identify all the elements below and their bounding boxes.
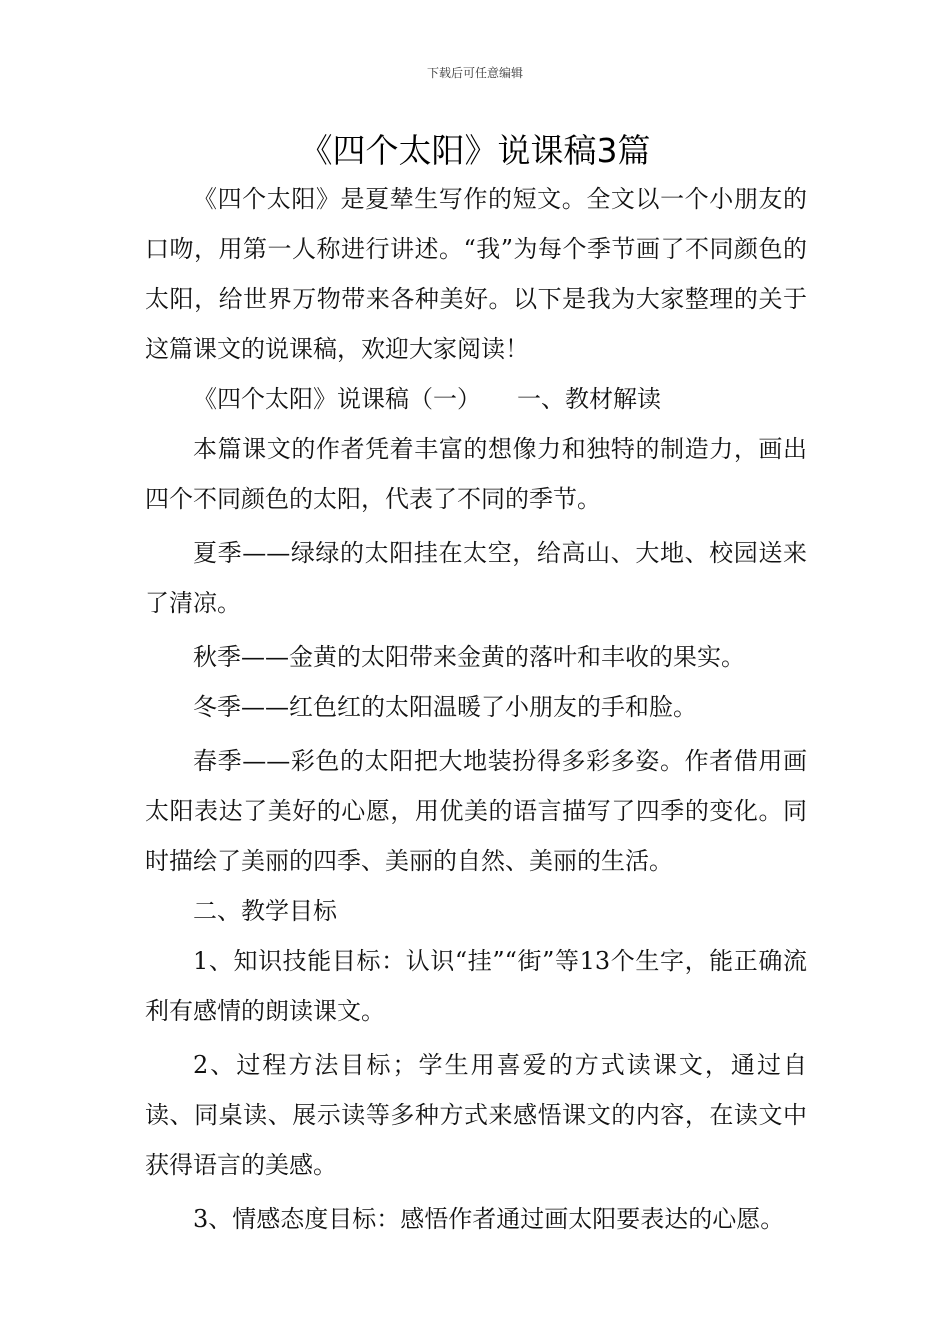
paragraph-intro: 《四个太阳》是夏辇生写作的短文。全文以一个小朋友的口吻，用第一人称进行讲述。“我”为每个季节画了不同颜色的太阳，给世界万物带来各种美好。以下是我为大家整理的关于这篇课文的说课稿，欢迎大家阅读！ <box>145 185 807 363</box>
paragraph-winter: 冬季——红色红的太阳温暖了小朋友的手和脸。 <box>193 693 697 721</box>
paragraph-summer: 夏季——绿绿的太阳挂在太空，给高山、大地、校园送来了清凉。 <box>145 539 807 617</box>
paragraph-section-heading: 《四个太阳》说课稿（一） 一、教材解读 <box>193 385 661 413</box>
document-body <box>145 174 807 1244</box>
paragraph-goals-heading: 二、教学目标 <box>193 897 337 925</box>
paragraph-goal-1: 1、知识技能目标：认识“挂”“街”等13个生字，能正确流利有感情的朗读课文。 <box>145 947 807 1025</box>
header-note: 下载后可任意编辑 <box>426 66 523 80</box>
paragraph-goal-3: 3、情感态度目标：感悟作者通过画太阳要表达的心愿。 <box>193 1205 785 1233</box>
paragraph-autumn: 秋季——金黄的太阳带来金黄的落叶和丰收的果实。 <box>193 643 745 671</box>
paragraph-goal-2: 2、过程方法目标；学生用喜爱的方式读课文，通过自读、同桌读、展示读等多种方式来感悟课文的内容，在读文中获得语言的美感。 <box>145 1051 807 1179</box>
paragraph-spring: 春季——彩色的太阳把大地装扮得多彩多姿。作者借用画太阳表达了美好的心愿，用优美的语言描写了四季的变化。同时描绘了美丽的四季、美丽的自然、美丽的生活。 <box>145 747 807 875</box>
document-title: 《四个太阳》说课稿3篇 <box>299 131 651 170</box>
paragraph-material: 本篇课文的作者凭着丰富的想像力和独特的制造力，画出四个不同颜色的太阳，代表了不同的季节。 <box>145 435 807 513</box>
